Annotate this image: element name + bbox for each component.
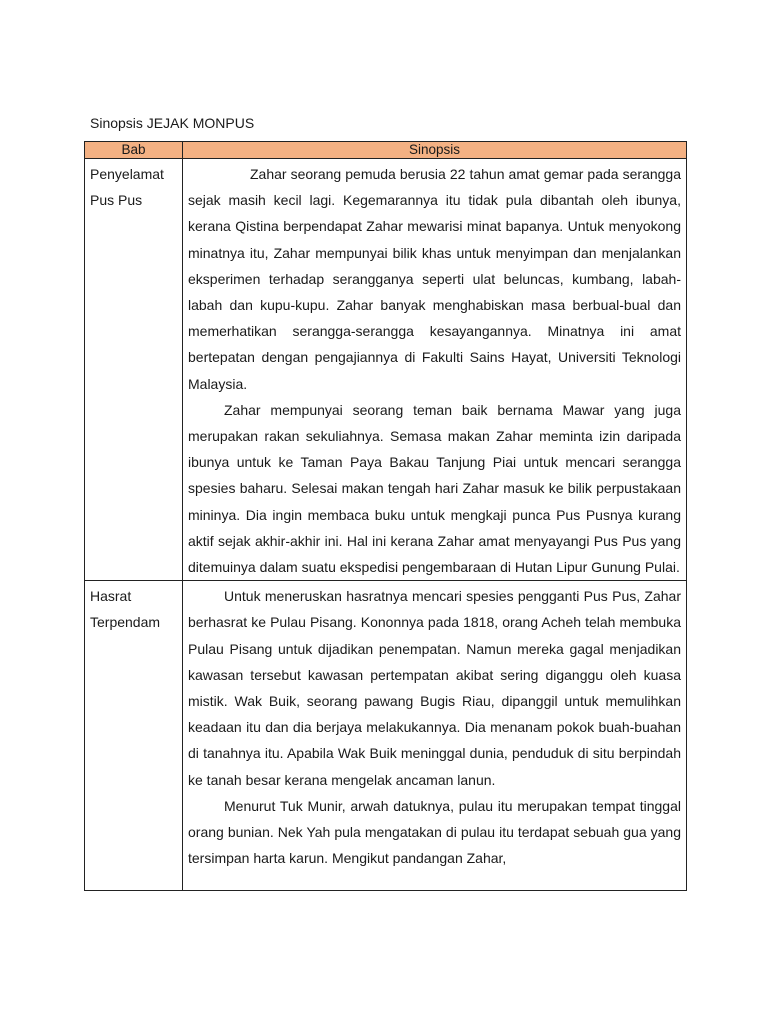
header-sinopsis: Sinopsis bbox=[183, 142, 687, 159]
synopsis-paragraph: Menurut Tuk Munir, arwah datuknya, pulau itu merupakan tempat tinggal orang bunian. Nek Yah pula mengatakan di pulau itu terdapat sebuah gua yang tersimpan harta karun. Mengikut pandangan Zahar, bbox=[188, 797, 681, 867]
table-header-row bbox=[85, 142, 687, 159]
synopsis-paragraph: Untuk meneruskan hasratnya mencari spesies pengganti Pus Pus, Zahar berhasrat ke Pulau Pisang. Kononnya pada 1818, orang Acheh telah membuka Pulau Pisang untuk dijadikan penempatan. Namun mereka gagal menjadikan kawasan tersebut kawasan pertempatan akibat sering diganggu oleh kuasa mistik. Wak Buik, seorang pawang Bugis Riau, dipanggil untuk memulihkan keadaan itu dan dia berjaya melakukannya. Dia menanam pokok buah-buahan di tanahnya itu. Apabila Wak Buik meninggal dunia, penduduk di situ berpindah ke tanah besar kerana mengelak ancaman lanun. bbox=[188, 588, 681, 788]
table-row bbox=[85, 159, 687, 581]
chapter-cell bbox=[85, 581, 183, 891]
chapter-cell bbox=[85, 159, 183, 581]
table-row bbox=[85, 581, 687, 891]
chapter-title-line: Pus Pus bbox=[90, 192, 143, 209]
synopsis-paragraph: Zahar seorang pemuda berusia 22 tahun amat gemar pada serangga sejak masih kecil lagi. Kegemarannya itu tidak pula dibantah oleh ibunya, kerana Qistina berpendapat Zahar mewarisi minat bapanya. Untuk menyokong minatnya itu, Zahar mempunyai bilik khas untuk menyimpan dan menjalankan eksperimen terhadap serangganya seperti ulat beluncas, kumbang, labah-labah dan kupu-kupu. Zahar banyak menghabiskan masa berbual-bual dan memerhatikan serangga-serangga kesayangannya. Minatnya ini amat bertepatan dengan pengajiannya di Fakulti Sains Hayat, Universiti Teknologi Malaysia. bbox=[188, 166, 681, 392]
synopsis-paragraph: Zahar mempunyai seorang teman baik bernama Mawar yang juga merupakan rakan sekuliahnya. Semasa makan Zahar meminta izin daripada ibunya untuk ke Taman Paya Bakau Tanjung Piai untuk mencari serangga spesies baharu. Selesai makan tengah hari Zahar masuk ke bilik perpustakaan mininya. Dia ingin membaca buku untuk mengkaji punca Pus Pusnya kurang aktif sejak akhir-akhir ini. Hal ini kerana Zahar amat menyayangi Pus Pus yang ditemuinya dalam suatu ekspedisi pengembaraan di Hutan Lipur Gunung Pulai. bbox=[188, 401, 681, 576]
synopsis-table bbox=[84, 141, 687, 891]
header-bab: Bab bbox=[85, 142, 183, 159]
synopsis-cell bbox=[183, 159, 687, 581]
chapter-title-line: Hasrat bbox=[90, 588, 132, 605]
document-title: Sinopsis JEJAK MONPUS bbox=[90, 115, 255, 131]
chapter-title-line: Penyelamat bbox=[90, 166, 164, 182]
chapter-title-line: Terpendam bbox=[90, 614, 161, 631]
synopsis-cell bbox=[183, 581, 687, 891]
